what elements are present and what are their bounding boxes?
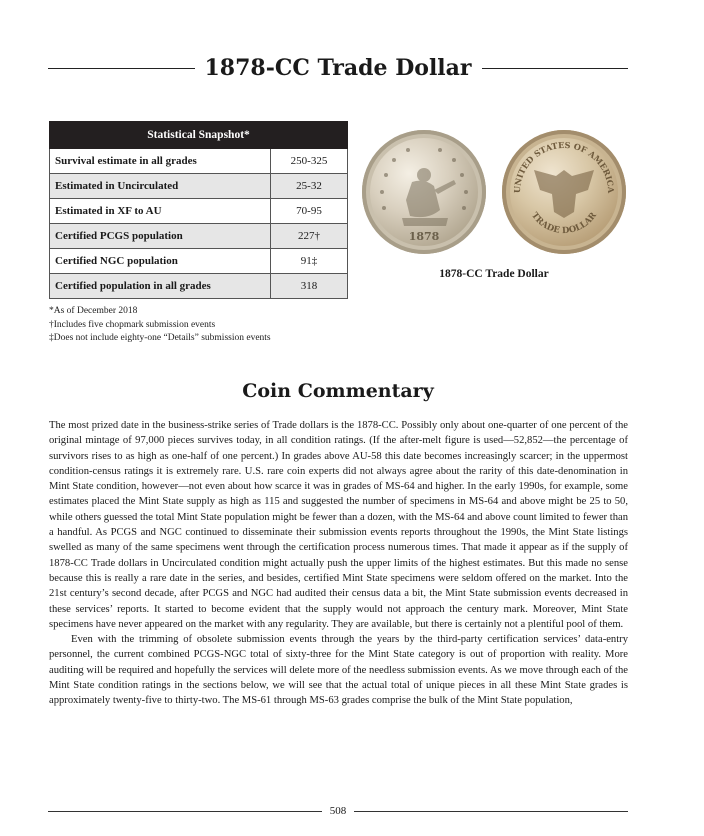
- coin-reverse-legend: UNITED STATES OF AMERICA: [511, 139, 617, 194]
- row-label: Certified population in all grades: [50, 274, 271, 299]
- footer-rule-left: [48, 811, 322, 812]
- table-row: [50, 249, 348, 274]
- table-row: [50, 199, 348, 224]
- row-label: Estimated in XF to AU: [50, 199, 271, 224]
- coin-obverse-image: [362, 130, 486, 254]
- footnote: *As of December 2018: [49, 306, 138, 316]
- footnote: ‡Does not include eighty-one “Details” submission events: [49, 333, 271, 343]
- section-title: Coin Commentary: [242, 380, 434, 402]
- row-value: 91‡: [271, 249, 348, 274]
- statistical-snapshot-table: [49, 121, 348, 299]
- title-row: [48, 52, 628, 84]
- page-title: 1878-CC Trade Dollar: [204, 55, 472, 81]
- table-footnotes: [49, 305, 271, 346]
- row-value: 25-32: [271, 174, 348, 199]
- page-number: 508: [329, 805, 347, 817]
- footnote: †Includes five chopmark submission events: [49, 319, 216, 330]
- coin-obverse-art: [362, 130, 486, 254]
- row-value: 227†: [271, 224, 348, 249]
- title-rule-left: [48, 68, 195, 69]
- snapshot-header: Statistical Snapshot*: [50, 122, 348, 149]
- table-row: [50, 224, 348, 249]
- footer-rule-right: [354, 811, 628, 812]
- row-label: Certified NGC population: [50, 249, 271, 274]
- table-row: [50, 274, 348, 299]
- coin-reverse-image: [502, 130, 626, 254]
- row-value: 70-95: [271, 199, 348, 224]
- coin-image-caption: 1878-CC Trade Dollar: [439, 268, 549, 280]
- page-footer: [48, 803, 628, 819]
- table-row: [50, 149, 348, 174]
- title-rule-right: [482, 68, 629, 69]
- coin-reverse-art: [502, 130, 626, 254]
- commentary-paragraph: Even with the trimming of obsolete submission events through the years by the third-party certification services’ data-entry personnel, the current combined PCGS-NGC total of sixty-three for the Mint State category is out of proportion with reality. More auditing will be required and hopefully the services will delete more of the needless submission events. As we move through each of the Mint State condition ratings in the sections below, we will see that the actual total of unique pieces in all these Mint State grades is approximately twenty-five to thirty-two. The MS-61 through MS-63 grades comprise the bulk of the Mint State population,: [49, 634, 628, 707]
- row-value: 318: [271, 274, 348, 299]
- row-value: 250-325: [271, 149, 348, 174]
- coin-obverse-date: 1878: [408, 230, 440, 243]
- coin-reverse-denomination: TRADE DOLLAR: [529, 210, 599, 237]
- commentary-body: [49, 418, 628, 709]
- row-label: Certified PCGS population: [50, 224, 271, 249]
- commentary-paragraph: The most prized date in the business-strike series of Trade dollars is the 1878-CC. Possibly only about one-quarter of one percent of the original mintage of 97,000 pieces survives today, in all condition ratings. (If the after-melt figure is used—52,852—the percentage of survivors rises to as high as one-half of one percent.) In grades above AU-58 this date becomes increasingly scarcer; in the uppermost condition-census ratings it is extremely rare. U.S. rare coin experts did not always agree about the rarity of this date-denomination in Mint State condition, however—not even about how scarce it was in grades of MS-64 and higher. In the early 1990s, for example, some estimates placed the Mint State supply as high as 115 and suggested the number of specimens in MS-64 and above might be 25 to 50, while others guessed the total Mint State population might be fewer than a dozen, with the MS-64 and above count limited to fewer than a handful. As PCGS and NGC continued to disseminate their submission events reports throughout the 1990s, the Mint State listings swelled as many of the same specimens went through the certification process numerous times. That made it appear as if the supply of 1878-CC Trade dollars in Uncirculated condition might actually push the upper limits of the highest estimates. But this made no sense because this is really a rare date in the series, and besides, certified Mint State specimens were seldom offered on the market. Into the 21st century’s second decade, after PCGS and NGC had audited their census data a bit, the Mint State submission events decreased in these services’ reports. It started to become evident that the supply would not approach the century mark. Moreover, Mint State specimens have never appeared on the market with any regularity. They are available, but there is certainly not a plentiful pool of them.: [49, 420, 628, 630]
- row-label: Survival estimate in all grades: [50, 149, 271, 174]
- row-label: Estimated in Uncirculated: [50, 174, 271, 199]
- table-row: [50, 174, 348, 199]
